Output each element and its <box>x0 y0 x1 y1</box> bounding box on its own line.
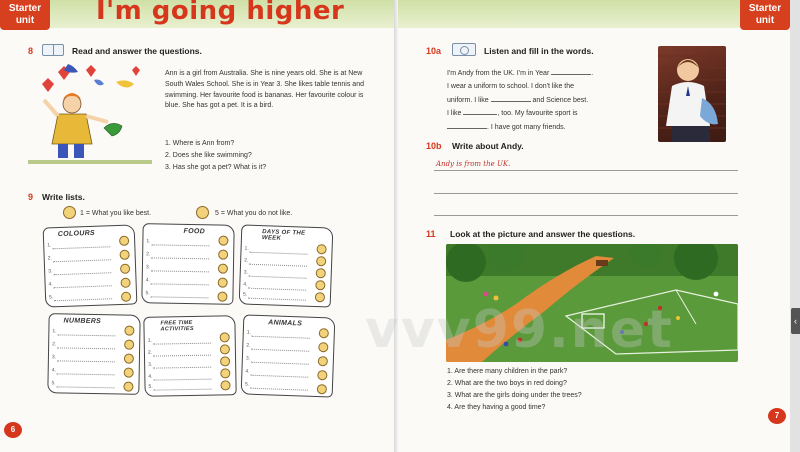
face-icon <box>319 328 329 338</box>
question-item: 2. What are the two boys in red doing? <box>447 380 567 387</box>
list-card-numbers: NUMBERS 1. 2. 3. 4. 5. <box>47 313 140 395</box>
answer-line[interactable] <box>434 193 738 194</box>
card-title: ANIMALS <box>268 319 303 328</box>
answer-line[interactable] <box>434 170 738 171</box>
face-icon <box>124 368 134 378</box>
unit-title: I'm going higher <box>96 0 345 26</box>
list-card-animals: ANIMALS 1. 2. 3. 4. 5. <box>241 314 336 397</box>
boy-in-uniform-image <box>658 46 726 142</box>
list-card-days-of-the-week: DAYS OF THE WEEK 1. 2. 3. 4. 5. <box>239 224 334 307</box>
gap-year[interactable] <box>551 68 591 75</box>
face-icon <box>218 250 228 260</box>
face-icon <box>218 278 228 288</box>
legend-not-like: 5 = What you do not like. <box>215 210 293 217</box>
happy-face-icon <box>63 206 76 219</box>
card-title: COLOURS <box>57 229 96 239</box>
question-item: 2. Does she like swimming? <box>165 152 252 159</box>
card-title: DAYS OF THE WEEK <box>261 229 306 242</box>
face-icon <box>124 326 134 336</box>
question-item: 1. Are there many children in the park? <box>447 368 568 375</box>
ex10a-title: Listen and fill in the words. <box>484 46 594 56</box>
legend-like-best: 1 = What you like best. <box>80 210 152 217</box>
face-icon <box>119 236 129 246</box>
ann-illustration <box>28 62 152 166</box>
audio-cd-icon <box>452 43 476 56</box>
andy-photo <box>658 46 726 142</box>
question-item: 3. Has she got a pet? What is it? <box>165 164 267 171</box>
face-icon <box>318 356 328 366</box>
left-page <box>0 0 394 452</box>
face-icon <box>119 250 129 260</box>
face-icon <box>220 368 230 378</box>
ex8-title: Read and answer the questions. <box>72 46 202 56</box>
face-icon <box>317 370 327 380</box>
ex8-text: Ann is a girl from Australia. She is nine years old. She is at New South Wales School. She is in Year 3. She likes table tennis and swimming. Her favourite food is bananas. Her favourite colour is blue. She has got a pet. It is a bird. <box>165 70 364 110</box>
park-picture <box>446 244 738 362</box>
face-icon <box>123 382 133 392</box>
face-icon <box>318 342 328 352</box>
ex8-questions <box>165 138 266 174</box>
list-card-food: FOOD 1. 2. 3. 4. 5. <box>141 223 234 305</box>
sad-face-icon <box>196 206 209 219</box>
ex10a-number: 10a <box>426 46 442 56</box>
gap-subject-2[interactable] <box>463 108 497 115</box>
face-icon <box>317 384 327 394</box>
answer-line[interactable] <box>434 215 738 216</box>
page-number-right: 7 <box>768 408 786 424</box>
face-icon <box>218 264 228 274</box>
ex8-number: 8 <box>28 46 34 56</box>
ex9-title: Write lists. <box>42 192 85 202</box>
card-title: NUMBERS <box>63 317 102 326</box>
header-band <box>398 0 790 28</box>
page-number-left: 6 <box>4 422 22 438</box>
face-icon <box>218 236 228 246</box>
card-title: FREE TIME ACTIVITIES <box>160 319 194 333</box>
face-icon <box>220 332 230 342</box>
face-icon <box>315 280 325 290</box>
face-icon <box>220 380 230 390</box>
face-icon <box>316 244 326 254</box>
list-card-free-time-activities: FREE TIME ACTIVITIES 1. 2. 3. 4. 5. <box>143 315 236 397</box>
question-item: 3. What are the girls doing under the trees? <box>447 392 582 399</box>
face-icon <box>120 278 130 288</box>
ex10b-sample-answer: Andy is from the UK. <box>436 160 511 168</box>
question-item: 4. Are they having a good time? <box>447 404 546 411</box>
ex11-title: Look at the picture and answer the questions. <box>450 229 636 239</box>
face-icon <box>316 268 326 278</box>
card-title: FOOD <box>183 227 206 236</box>
book-icon <box>42 44 64 56</box>
face-icon <box>316 256 326 266</box>
site-watermark: vvv99.net <box>365 300 674 360</box>
starter-unit-tab-right: Starter unit <box>740 0 790 30</box>
question-item: 1. Where is Ann from? <box>165 140 235 147</box>
list-card-colours: COLOURS 1. 2. 3. 4. 5. <box>43 224 138 307</box>
ex10a-text: I'm Andy from the UK. I'm in Year . I wear a uniform to school. I don't like the uniform. I like and Science best. I like , too. My favourite sport is . I have got many friends. <box>447 70 594 131</box>
ex10b-number: 10b <box>426 141 442 151</box>
collapse-panel-handle[interactable]: ‹ <box>791 308 800 334</box>
right-page <box>398 0 790 452</box>
face-icon <box>220 356 230 366</box>
gap-sport[interactable] <box>447 122 487 129</box>
face-icon <box>121 292 131 302</box>
face-icon <box>124 340 134 350</box>
ex10b-title: Write about Andy. <box>452 141 524 151</box>
gap-subject[interactable] <box>491 95 531 102</box>
ex11-questions <box>447 366 582 414</box>
face-icon <box>120 264 130 274</box>
face-icon <box>124 354 134 364</box>
face-icon <box>217 292 227 302</box>
ex9-number: 9 <box>28 192 34 202</box>
viewer-edge <box>790 0 800 452</box>
ex11-number: 11 <box>426 229 436 239</box>
face-icon <box>220 344 230 354</box>
face-icon <box>315 292 325 302</box>
starter-unit-tab-left: Starter unit <box>0 0 50 30</box>
